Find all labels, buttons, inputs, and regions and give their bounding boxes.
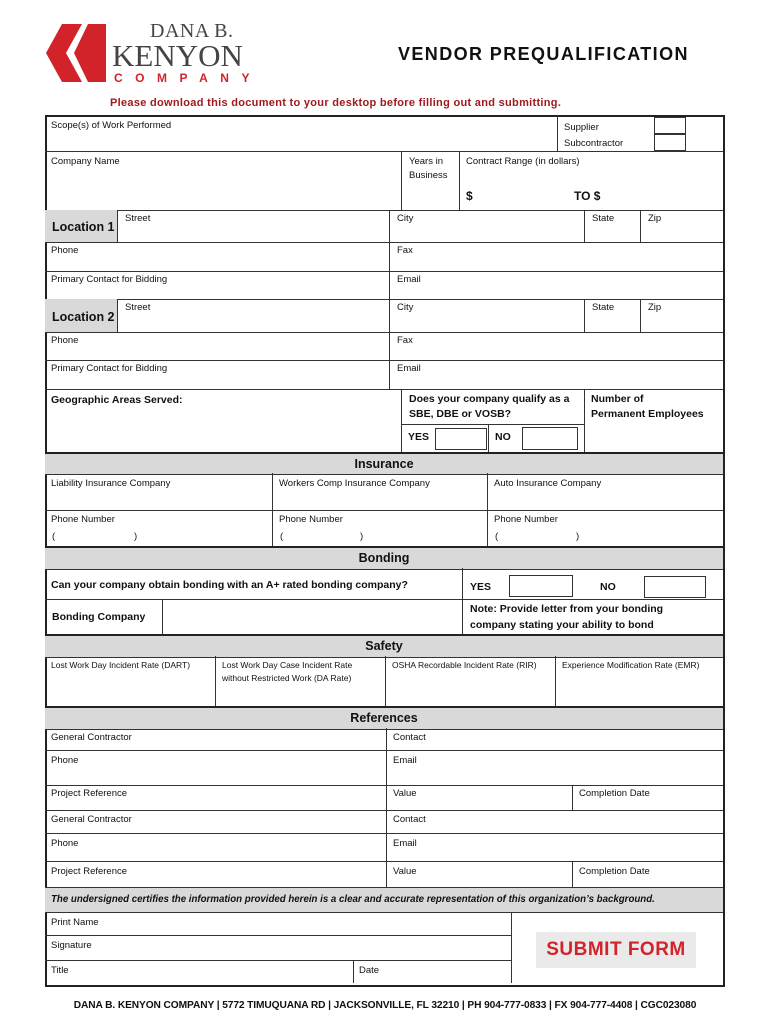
- qualify-question-1: Does your company qualify as a: [409, 393, 570, 405]
- workers-comp-label: Workers Comp Insurance Company: [279, 478, 430, 489]
- liability-label: Liability Insurance Company: [51, 478, 171, 489]
- years-label-2: Business: [409, 170, 448, 181]
- page-title: VENDOR PREQUALIFICATION: [398, 44, 689, 64]
- scope-label: Scope(s) of Work Performed: [51, 120, 172, 131]
- logo-line-3: COMPANY: [114, 71, 262, 85]
- bonding-no-checkbox[interactable]: [644, 576, 706, 598]
- auto-label: Auto Insurance Company: [494, 478, 602, 489]
- paren-close-1: ): [134, 531, 138, 542]
- paren-close-3: ): [576, 531, 580, 542]
- geo-areas-label: Geographic Areas Served:: [51, 394, 183, 406]
- loc2-zip-label: Zip: [648, 302, 662, 313]
- supplier-checkbox[interactable]: [654, 117, 686, 134]
- loc1-phone-label: Phone: [51, 245, 79, 256]
- insurance-heading: Insurance: [45, 452, 723, 475]
- dollar-sign: $: [466, 189, 473, 203]
- loc2-state-label: State: [592, 302, 615, 313]
- ref2-value-label: Value: [393, 866, 417, 877]
- employees-label-1: Number of: [591, 393, 644, 405]
- loc2-phone-label: Phone: [51, 335, 79, 346]
- ref2-contact-label: Contact: [393, 814, 426, 825]
- qualify-yes-label: YES: [408, 431, 430, 443]
- paren-open-2: (: [280, 531, 284, 542]
- ref1-completion-label: Completion Date: [579, 788, 650, 799]
- ref1-email-label: Email: [393, 755, 417, 766]
- workers-phone-label: Phone Number: [279, 514, 343, 525]
- ref2-project-label: Project Reference: [51, 866, 128, 877]
- bonding-note-1: Note: Provide letter from your bonding: [470, 603, 664, 615]
- company-logo: [40, 20, 260, 86]
- qualify-no-label: NO: [495, 431, 511, 443]
- loc2-city-label: City: [397, 302, 414, 313]
- supplier-label: Supplier: [564, 122, 599, 133]
- bonding-no-label: NO: [600, 581, 616, 593]
- signature-label: Signature: [51, 940, 92, 951]
- loc2-fax-label: Fax: [397, 335, 413, 346]
- loc1-email-label: Email: [397, 274, 421, 285]
- ref2-completion-label: Completion Date: [579, 866, 650, 877]
- to-label: TO $: [574, 189, 601, 203]
- loc1-street-label: Street: [125, 213, 151, 224]
- ref2-phone-label: Phone: [51, 838, 79, 849]
- subcontractor-label: Subcontractor: [564, 138, 624, 149]
- print-name-label: Print Name: [51, 917, 99, 928]
- contract-range-label: Contract Range (in dollars): [466, 156, 580, 167]
- references-heading: References: [45, 706, 723, 730]
- paren-open-1: (: [52, 531, 56, 542]
- paren-open-3: (: [495, 531, 499, 542]
- submit-form-button[interactable]: SUBMIT FORM: [536, 932, 696, 968]
- loc1-zip-label: Zip: [648, 213, 662, 224]
- qualify-yes-checkbox[interactable]: [435, 428, 487, 450]
- logo-line-1: DANA B.: [150, 20, 234, 42]
- loc1-fax-label: Fax: [397, 245, 413, 256]
- bonding-yes-label: YES: [470, 581, 492, 593]
- logo-line-2: KENYON: [112, 38, 243, 73]
- loc2-contact-label: Primary Contact for Bidding: [51, 363, 168, 374]
- dart-label: Lost Work Day Incident Rate (DART): [51, 660, 191, 670]
- bonding-question: Can your company obtain bonding with an A+ rated bonding company?: [51, 579, 408, 591]
- footer-address: DANA B. KENYON COMPANY | 5772 TIMUQUANA RD | JACKSONVILLE, FL 32210 | PH 904-777-0833 | FX 904-777-4408 | CGC023080: [73, 1000, 697, 1011]
- qualify-question-2: SBE, DBE or VOSB?: [409, 408, 512, 420]
- certification-statement: The undersigned certifies the information provided herein is a clear and accurate representation of this organization’s background.: [51, 894, 655, 905]
- location-1-title: Location 1: [52, 220, 115, 234]
- company-name-label: Company Name: [51, 156, 120, 167]
- bonding-yes-checkbox[interactable]: [509, 575, 573, 597]
- loc2-email-label: Email: [397, 363, 421, 374]
- date-label: Date: [359, 965, 380, 976]
- qualify-no-checkbox[interactable]: [522, 427, 578, 450]
- bonding-heading: Bonding: [45, 546, 723, 570]
- ref1-project-label: Project Reference: [51, 788, 128, 799]
- bonding-note-2: company stating your ability to bond: [470, 619, 654, 631]
- title-label: Title: [51, 965, 69, 976]
- loc1-contact-label: Primary Contact for Bidding: [51, 274, 168, 285]
- logo-mark-icon: [44, 22, 108, 84]
- employees-label-2: Permanent Employees: [591, 408, 704, 420]
- ref1-value-label: Value: [393, 788, 417, 799]
- location-2-title: Location 2: [52, 310, 115, 324]
- emr-label: Experience Modification Rate (EMR): [562, 660, 700, 670]
- years-label-1: Years in: [409, 156, 443, 167]
- download-notice: Please download this document to your desktop before filling out and submitting.: [110, 97, 562, 109]
- ref1-phone-label: Phone: [51, 755, 79, 766]
- subcontractor-checkbox[interactable]: [654, 134, 686, 151]
- loc2-street-label: Street: [125, 302, 151, 313]
- ref1-contact-label: Contact: [393, 732, 426, 743]
- safety-heading: Safety: [45, 634, 723, 658]
- loc1-city-label: City: [397, 213, 414, 224]
- ref2-email-label: Email: [393, 838, 417, 849]
- ref1-gc-label: General Contractor: [51, 732, 132, 743]
- da-label-1: Lost Work Day Case Incident Rate: [222, 660, 353, 670]
- rir-label: OSHA Recordable Incident Rate (RIR): [392, 660, 537, 670]
- bonding-company-label: Bonding Company: [52, 611, 146, 623]
- auto-phone-label: Phone Number: [494, 514, 558, 525]
- paren-close-2: ): [360, 531, 364, 542]
- da-label-2: without Restricted Work (DA Rate): [222, 673, 352, 683]
- loc1-state-label: State: [592, 213, 615, 224]
- liability-phone-label: Phone Number: [51, 514, 115, 525]
- ref2-gc-label: General Contractor: [51, 814, 132, 825]
